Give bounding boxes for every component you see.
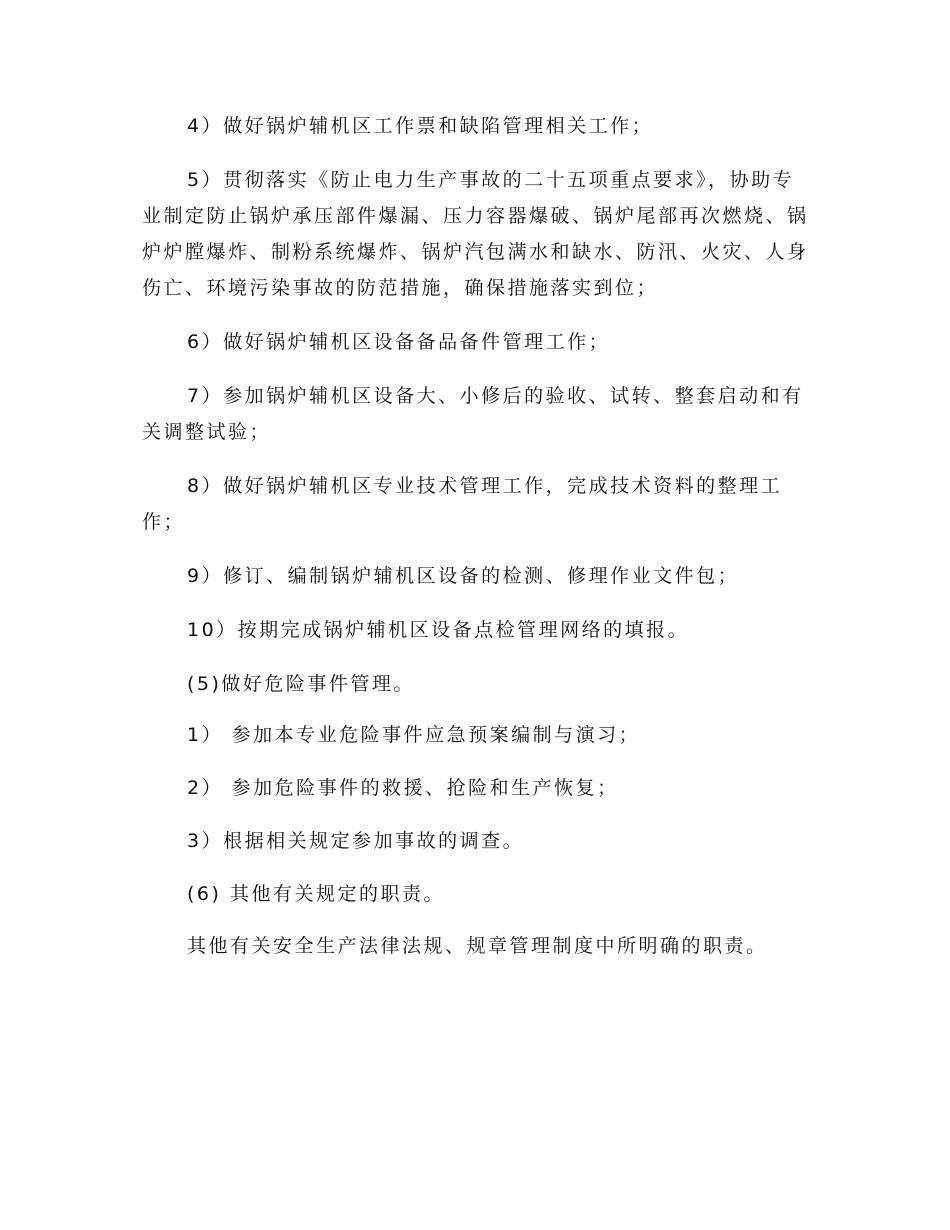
section-heading-5: (5)做好危险事件管理。 (187, 673, 415, 695)
paragraph-item-5: 5）贯彻落实《防止电力生产事故的二十五项重点要求》，协助专业制定防止锅炉承压部件爆漏、压力容器爆破、锅炉尾部再次燃烧、锅炉炉膛爆炸、制粉系统爆炸、锅炉汽包满水和缺水、防汛、火灾、人身伤亡、环境污染事故的防范措施，确保措施落实到位； (142, 169, 809, 299)
section-heading-6: (6) 其他有关规定的职责。 (187, 883, 445, 905)
paragraph-item-8: 8）做好锅炉辅机区专业技术管理工作，完成技术资料的整理工作； (142, 475, 783, 533)
paragraph-item-9: 9）修订、编制锅炉辅机区设备的检测、修理作业文件包； (187, 565, 740, 587)
closing-paragraph: 其他有关安全生产法律法规、规章管理制度中所明确的职责。 (187, 935, 768, 957)
paragraph-item-4: 4）做好锅炉辅机区工作票和缺陷管理相关工作； (187, 115, 654, 137)
paragraph-item-6: 6）做好锅炉辅机区设备备品备件管理工作； (187, 331, 611, 353)
paragraph-item-10: 10）按期完成锅炉辅机区设备点检管理网络的填报。 (187, 619, 690, 641)
paragraph-sub-3: 3）根据相关规定参加事故的调查。 (187, 830, 525, 852)
paragraph-sub-2: 2） 参加危险事件的救援、抢险和生产恢复； (187, 777, 619, 799)
paragraph-item-7: 7）参加锅炉辅机区设备大、小修后的验收、试转、整套启动和有关调整试验； (142, 385, 804, 443)
paragraph-sub-1: 1） 参加本专业危险事件应急预案编制与演习； (187, 724, 641, 746)
